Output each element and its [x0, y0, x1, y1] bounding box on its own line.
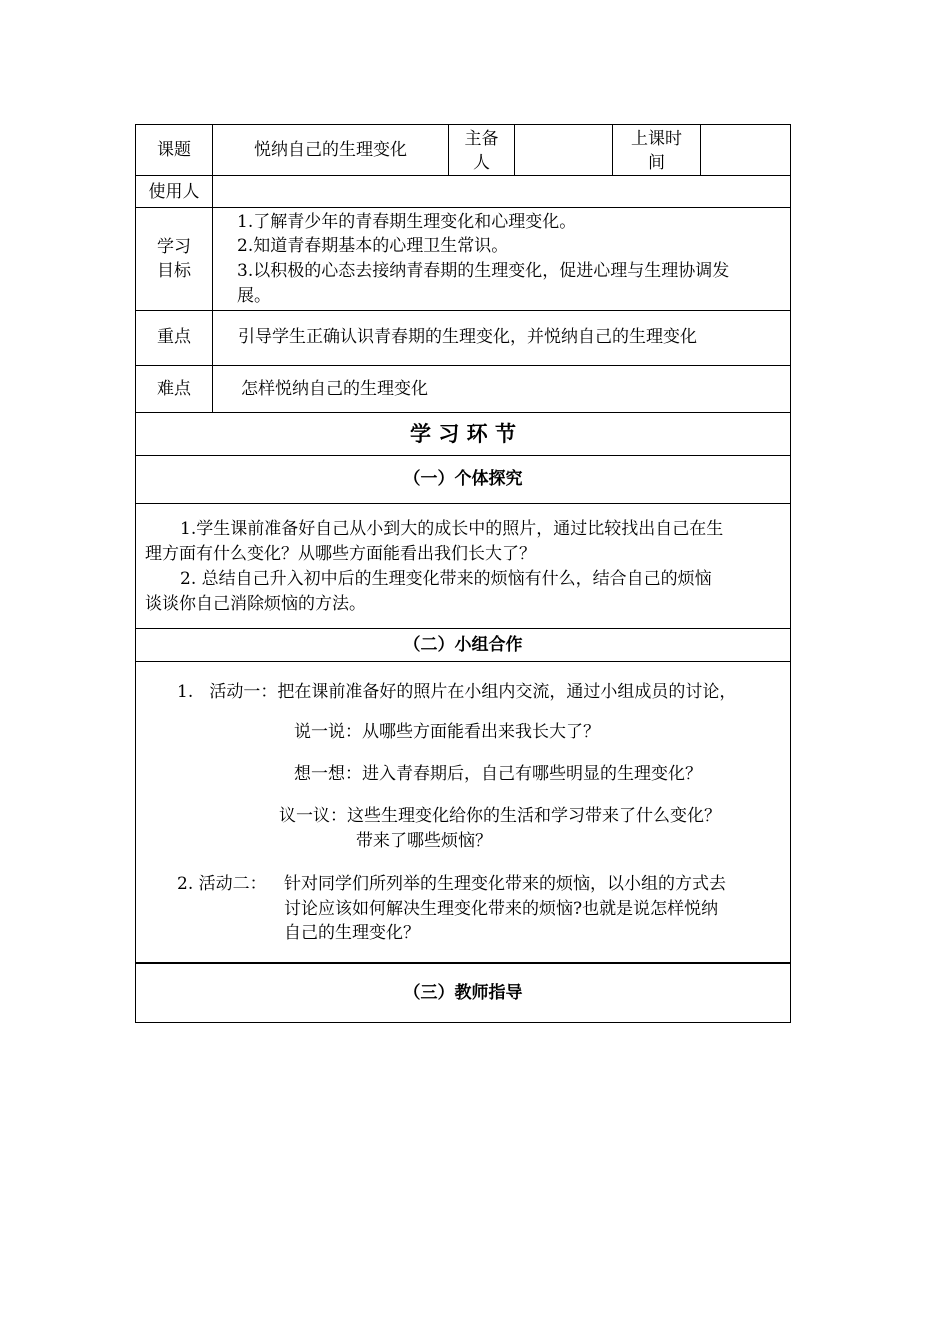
goals-label: 学习 — [157, 237, 191, 257]
goals-label-2: 目标 — [157, 261, 191, 281]
difficulty-label: 难点 — [157, 379, 191, 399]
topic-label: 课题 — [157, 140, 191, 160]
topic-value: 悦纳自己的生理变化 — [254, 140, 407, 160]
goal-line-3: 3.以积极的心态去接纳青春期的生理变化，促进心理与生理协调发 — [237, 261, 730, 281]
user-label: 使用人 — [148, 182, 200, 202]
think-prompt: 想一想：进入青春期后，自己有哪些明显的生理变化？ — [294, 764, 702, 784]
discuss-prompt-line1: 议一议：这些生理变化给你的生活和学习带来了什么变化？ — [279, 806, 721, 826]
section-1-p2-line1: 2. 总结自己升入初中后的生理变化带来的烦恼有什么，结合自己的烦恼 — [180, 569, 712, 589]
preparer-label-2: 人 — [473, 153, 490, 173]
section-1-p1-line2: 理方面有什么变化？从哪些方面能看出我们长大了？ — [145, 544, 536, 564]
activity-1: 1. 活动一：把在课前准备好的照片在小组内交流，通过小组成员的讨论， — [177, 682, 737, 702]
learning-steps-title: 学 习 环 节 — [410, 421, 516, 446]
say-prompt: 说一说：从哪些方面能看出来我长大了？ — [294, 722, 600, 742]
activity-2-line3: 自己的生理变化？ — [284, 923, 420, 943]
class-time-label: 上课时 — [631, 129, 682, 149]
class-time-label-2: 间 — [648, 153, 665, 173]
key-point-label: 重点 — [157, 327, 191, 347]
goal-line-1: 1.了解青少年的青春期生理变化和心理变化。 — [237, 212, 577, 232]
activity-2-line2: 讨论应该如何解决生理变化带来的烦恼?也就是说怎样悦纳 — [284, 899, 719, 919]
discuss-prompt-line2: 带来了哪些烦恼？ — [356, 831, 492, 851]
difficulty-text: 怎样悦纳自己的生理变化 — [241, 379, 428, 399]
section-2-title: （二）小组合作 — [403, 635, 523, 655]
preparer-label: 主备 — [464, 129, 499, 149]
key-point-text: 引导学生正确认识青春期的生理变化，并悦纳自己的生理变化 — [238, 327, 697, 347]
section-3-title: （三）教师指导 — [403, 983, 523, 1003]
goal-line-2: 2.知道青春期基本的心理卫生常识。 — [237, 236, 509, 256]
activity-2-line1: 针对同学们所列举的生理变化带来的烦恼，以小组的方式去 — [284, 874, 726, 894]
section-1-p1-line1: 1.学生课前准备好自己从小到大的成长中的照片，通过比较找出自己在生 — [180, 519, 724, 539]
goal-line-4: 展。 — [237, 286, 271, 306]
section-1-p2-line2: 谈谈你自己消除烦恼的方法。 — [145, 594, 366, 614]
activity-2-label: 2. 活动二： — [177, 874, 267, 894]
section-1-title: （一）个体探究 — [403, 469, 523, 489]
